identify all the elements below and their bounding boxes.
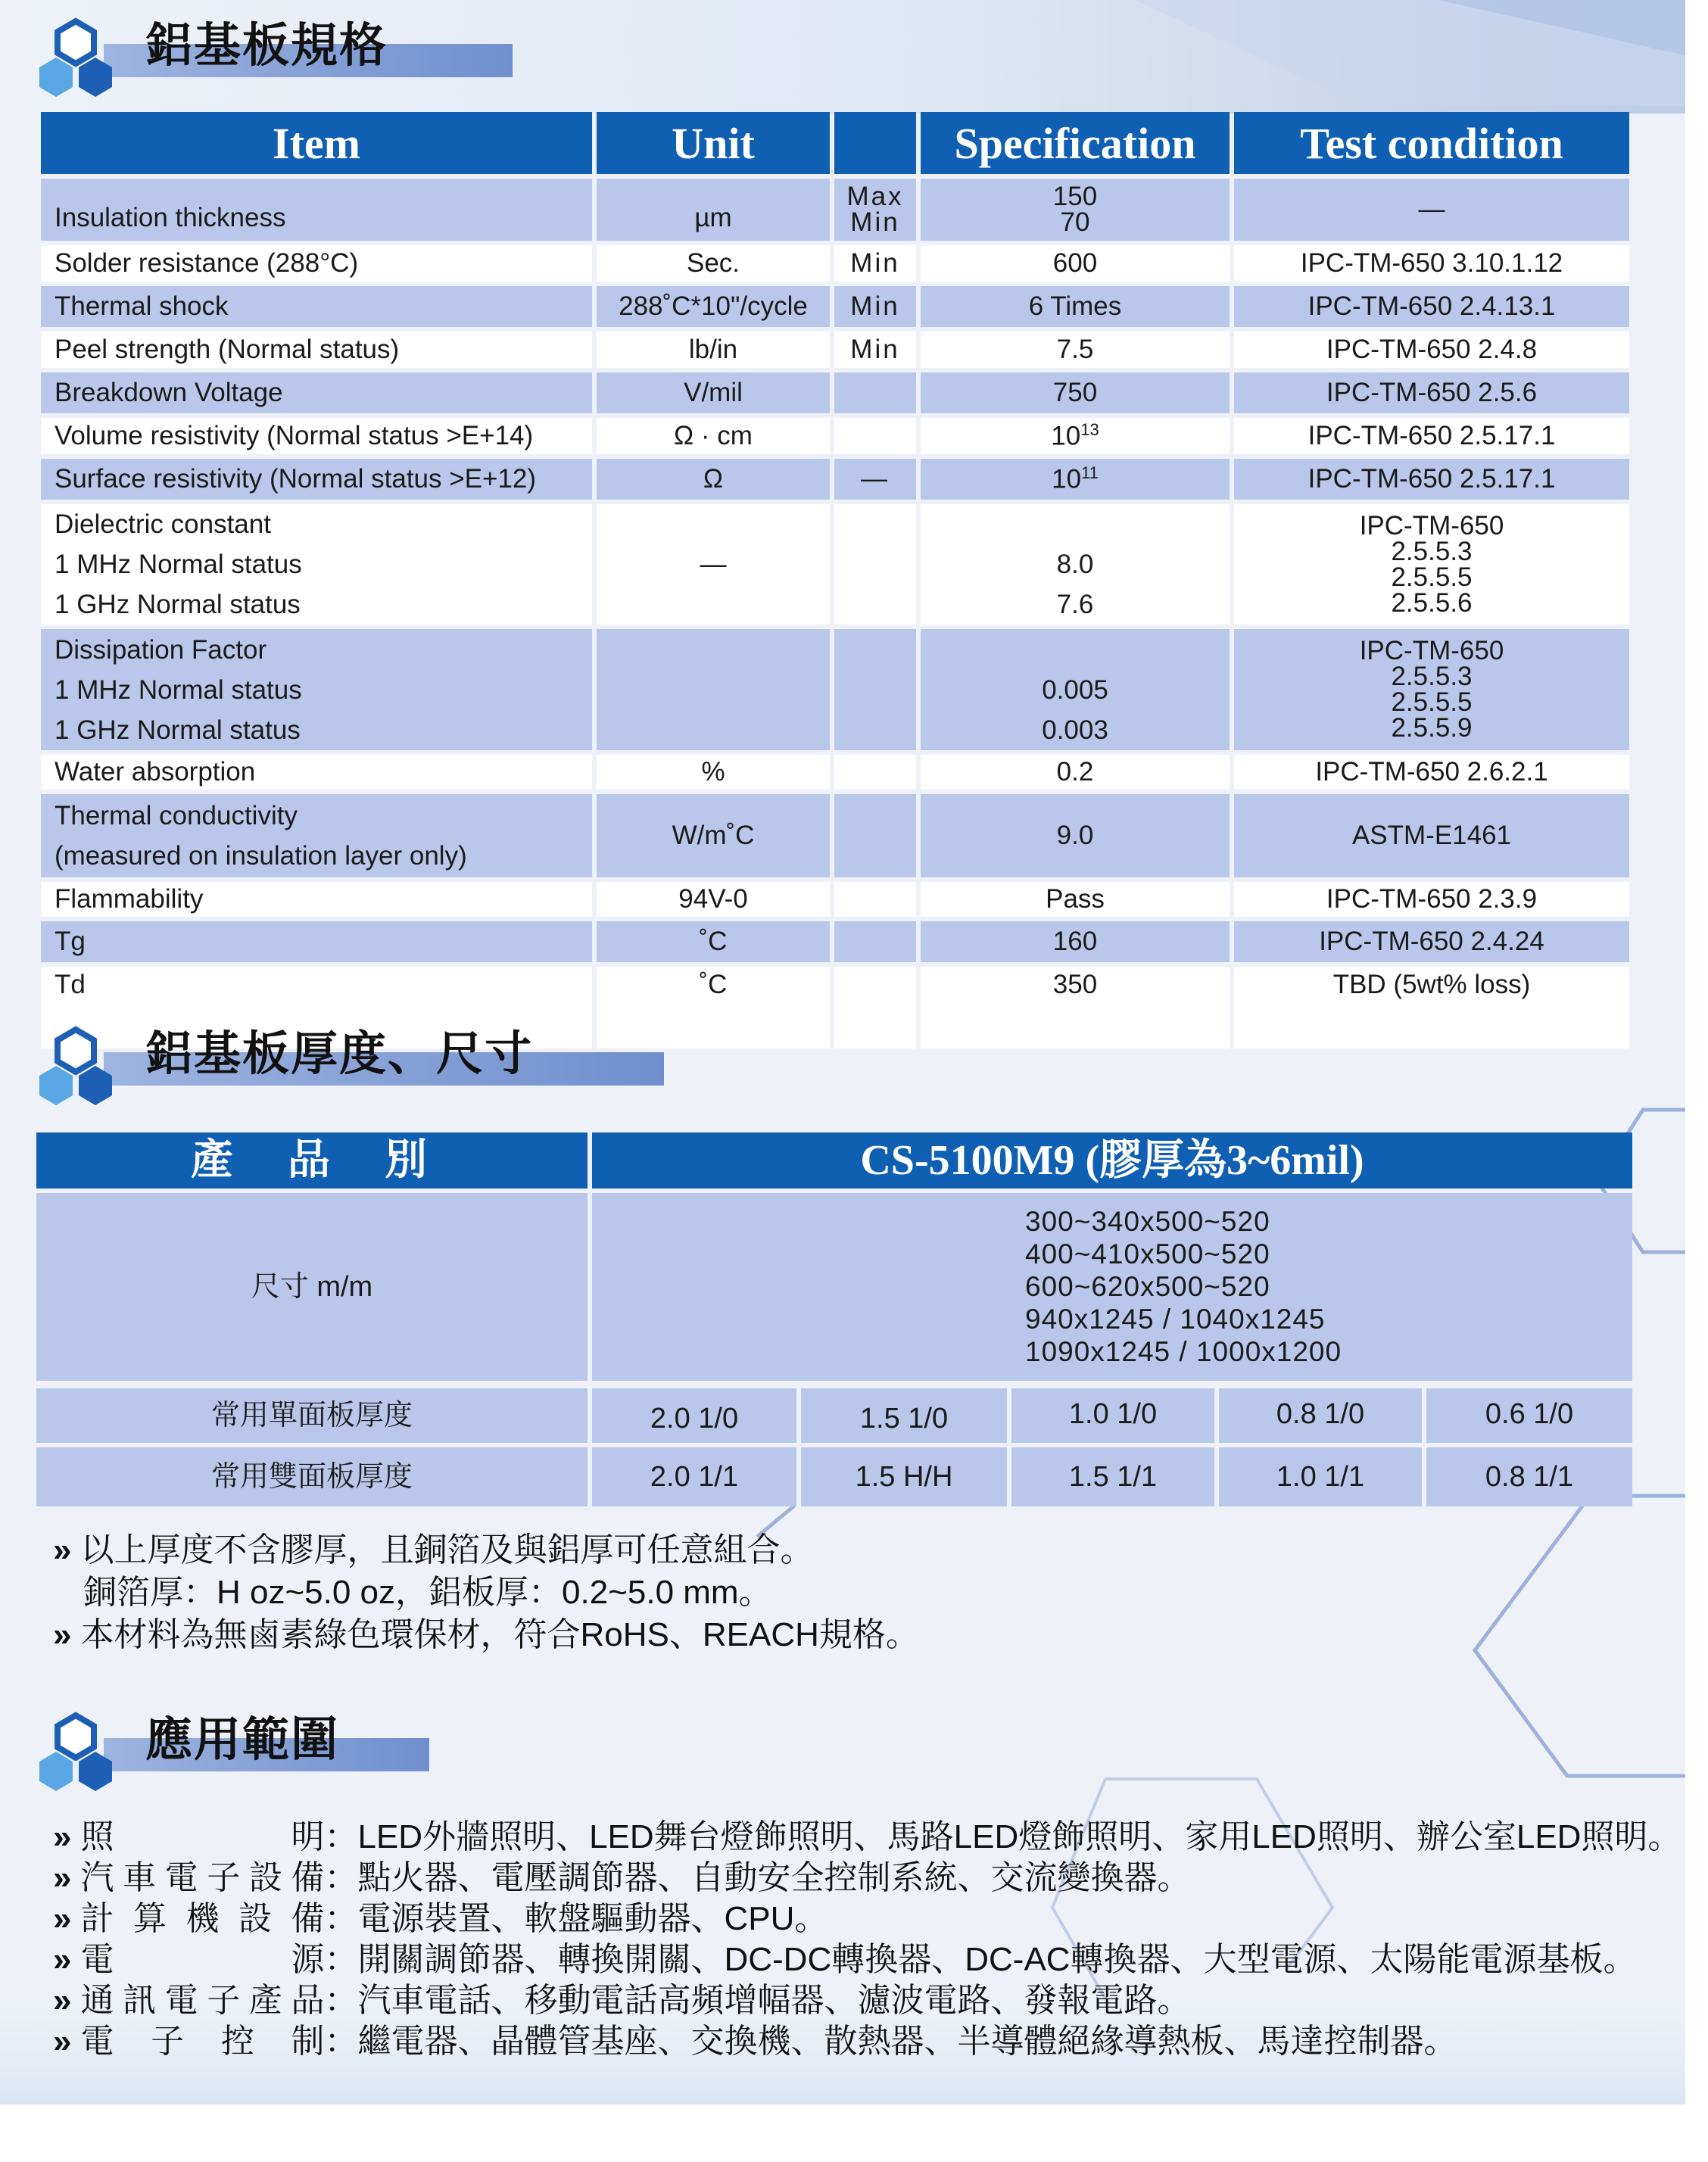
spec-1ghz: 7.6: [1056, 590, 1094, 619]
spec-1ghz: 0.003: [1042, 715, 1108, 745]
single-thickness: 2.0 1/0: [592, 1388, 796, 1443]
hexagon-logo-icon: [32, 1709, 130, 1808]
header-unit: Unit: [597, 112, 830, 174]
single-thickness: 1.0 1/0: [1011, 1388, 1214, 1443]
single-thickness: 1.5 1/0: [801, 1388, 1007, 1443]
header-item: Item: [41, 112, 592, 174]
cell-unit: Sec.: [597, 245, 830, 282]
list-item: [53, 1939, 1681, 1980]
cell-test: IPC-TM-650 2.6.2.1: [1234, 755, 1629, 790]
application-text: ：LED外牆照明、LED舞台燈飾照明、馬路LED燈飾照明、家用LED照明、辦公室LED照明。: [324, 1818, 1682, 1855]
cell-unit: V/mil: [597, 372, 830, 413]
cell-test: IPC-TM-650 2.3.9: [1234, 882, 1629, 917]
spec-max: 150: [1052, 182, 1098, 211]
cell-spec: [921, 418, 1230, 454]
spec-1mhz: 0.005: [1042, 674, 1108, 705]
section-heading-size: [32, 1023, 637, 1122]
notes-block: [53, 1529, 919, 1656]
table-row: [41, 882, 1629, 917]
cell-limit: [834, 418, 916, 454]
item-sub: 1 GHz Normal status: [55, 715, 301, 745]
item-label: Thermal conductivity: [55, 801, 298, 830]
cell-limit: [834, 179, 916, 241]
test-clause: 2.5.5.9: [1391, 713, 1473, 743]
table-row: [41, 286, 1629, 327]
cell-item: Water absorption: [41, 755, 592, 790]
table-row: [41, 794, 1629, 877]
hexagon-logo-icon: [32, 15, 130, 114]
application-text: ：繼電器、晶體管基座、交換機、散熱器、半導體絕緣導熱板、馬達控制器。: [324, 2023, 1457, 2060]
size-value: 1090x1245 / 1000x1200: [1025, 1336, 1342, 1367]
section-title: 鋁基板厚度、尺寸: [145, 1026, 534, 1081]
cell-spec: 0.2: [921, 755, 1230, 790]
size-list: [592, 1193, 1632, 1381]
spec-1mhz: 8.0: [1056, 550, 1094, 579]
cell-spec: Pass: [921, 882, 1230, 917]
list-item: [53, 1980, 1681, 2021]
cell-item: Surface resistivity (Normal status >E+12): [41, 459, 592, 500]
cell-unit: µm: [597, 179, 830, 241]
spec-base: 10: [1052, 464, 1082, 494]
cell-spec: 750: [921, 372, 1230, 413]
double-thickness: 1.5 H/H: [801, 1447, 1007, 1506]
cell-item: [41, 794, 592, 877]
test-clause: 2.5.5.3: [1391, 536, 1473, 566]
cell-limit: [834, 504, 916, 625]
cell-limit: —: [834, 459, 916, 500]
specification-table: [36, 112, 1634, 1048]
application-category: 電源: [80, 1941, 325, 1978]
header-product: 產 品 別: [36, 1132, 588, 1188]
application-category: 計算機設備: [80, 1900, 325, 1937]
size-label: 尺寸 m/m: [36, 1193, 588, 1381]
section-heading-spec: [32, 15, 637, 114]
section-title: 應用範圍: [145, 1712, 340, 1767]
cell-item: Tg: [41, 921, 592, 962]
cell-item: Breakdown Voltage: [41, 372, 592, 413]
cell-unit: Ω · cm: [597, 418, 830, 454]
note-line: [53, 1529, 919, 1572]
table-header-row: [41, 112, 1629, 174]
note-text: 銅箔厚：H oz~5.0 oz，鋁板厚：0.2~5.0 mm。: [83, 1574, 772, 1611]
size-value: 600~620x500~520: [1025, 1271, 1270, 1302]
note-text: 以上厚度不含膠厚，且銅箔及與鋁厚可任意組合。: [80, 1531, 814, 1569]
cell-item: Flammability: [41, 882, 592, 917]
double-thickness: 1.0 1/1: [1219, 1447, 1422, 1506]
cell-limit: [834, 882, 916, 917]
application-category: 通訊電子產品: [80, 1982, 325, 2019]
application-text: ：點火器、電壓調節器、自動安全控制系統、交流變換器。: [324, 1859, 1191, 1896]
header-limit: [834, 112, 916, 174]
spec-base: 10: [1051, 421, 1081, 451]
applications-list: [53, 1817, 1681, 2062]
cell-unit: [597, 629, 830, 750]
cell-item: [41, 629, 592, 750]
cell-spec: 600: [921, 245, 1230, 282]
cell-limit: [834, 755, 916, 790]
application-text: ：開關調節器、轉換開關、DC-DC轉換器、DC-AC轉換器、大型電源、太陽能電源基板。: [324, 1941, 1637, 1978]
note-text: 本材料為無鹵素綠色環保材，符合RoHS、REACH規格。: [80, 1616, 919, 1653]
cell-spec: [921, 504, 1230, 625]
cell-test: [1234, 504, 1629, 625]
cell-test: —: [1234, 179, 1629, 241]
cell-spec: 9.0: [921, 794, 1230, 877]
cell-limit: [834, 921, 916, 962]
table-row: [41, 629, 1629, 750]
cell-test: IPC-TM-650 3.10.1.12: [1234, 245, 1629, 282]
cell-item: Td: [41, 967, 592, 1048]
cell-spec: 350: [921, 967, 1230, 1048]
section-title: 鋁基板規格: [145, 17, 388, 73]
cell-item: Insulation thickness: [41, 179, 592, 241]
header-model: CS-5100M9 (膠厚為3~6mil): [592, 1132, 1632, 1188]
cell-spec: 7.5: [921, 332, 1230, 368]
cell-test: TBD (5wt% loss): [1234, 967, 1629, 1048]
cell-limit: [834, 967, 916, 1048]
bullet-marker: »: [53, 1531, 72, 1569]
cell-test: IPC-TM-650 2.5.6: [1234, 372, 1629, 413]
item-label: Dissipation Factor: [55, 634, 267, 665]
cell-item: Peel strength (Normal status): [41, 332, 592, 368]
cell-unit: ˚C: [597, 921, 830, 962]
size-value: 400~410x500~520: [1025, 1238, 1270, 1269]
double-side-label: 常用雙面板厚度: [36, 1447, 588, 1506]
test-standard: IPC-TM-650: [1359, 510, 1504, 540]
application-category: 電子控制: [80, 2023, 325, 2060]
cell-unit: lb/in: [597, 332, 830, 368]
table-row: [41, 459, 1629, 500]
note-line: [53, 1614, 919, 1656]
double-thickness: 1.5 1/1: [1011, 1447, 1214, 1506]
application-category: 汽車電子設備: [80, 1859, 325, 1896]
bullet-marker: »: [53, 1982, 72, 2019]
hexagon-logo-icon: [32, 1023, 130, 1122]
size-value: 300~340x500~520: [1025, 1206, 1270, 1237]
test-clause: 2.5.5.3: [1391, 662, 1473, 691]
single-side-label: 常用單面板厚度: [36, 1388, 588, 1443]
cell-item: [41, 504, 592, 625]
cell-spec: 6 Times: [921, 286, 1230, 327]
cell-spec: 160: [921, 921, 1230, 962]
size-value: 940x1245 / 1040x1245: [1025, 1304, 1326, 1335]
bullet-marker: »: [53, 1900, 72, 1937]
cell-unit: Ω: [597, 459, 830, 500]
cell-unit: —: [597, 504, 830, 625]
table-row: [41, 332, 1629, 368]
cell-item: Volume resistivity (Normal status >E+14): [41, 418, 592, 454]
double-thickness: 0.8 1/1: [1426, 1447, 1632, 1506]
test-clause: 2.5.5.5: [1391, 562, 1473, 592]
cell-test: IPC-TM-650 2.5.17.1: [1234, 459, 1629, 500]
cell-unit: ˚C: [597, 967, 830, 1048]
single-thickness: 0.8 1/0: [1219, 1388, 1422, 1443]
item-sub: (measured on insulation layer only): [55, 841, 467, 871]
spec-min: 70: [1060, 207, 1090, 237]
bullet-marker: »: [53, 1859, 72, 1896]
cell-test: ASTM-E1461: [1234, 794, 1629, 877]
table-row: [41, 179, 1629, 241]
table-row: [41, 504, 1629, 625]
limit-min: Min: [850, 207, 900, 237]
cell-limit: [834, 372, 916, 413]
table-row: [41, 921, 1629, 962]
limit-max: Max: [846, 182, 904, 211]
cell-test: [1234, 629, 1629, 750]
bullet-marker: »: [53, 2023, 72, 2060]
cell-limit: Min: [834, 245, 916, 282]
cell-limit: Min: [834, 286, 916, 327]
list-item: [53, 2021, 1681, 2062]
table-row: [41, 372, 1629, 413]
cell-limit: [834, 629, 916, 750]
list-item: [53, 1817, 1681, 1858]
spec-exponent: 13: [1080, 420, 1099, 440]
cell-test: IPC-TM-650 2.4.8: [1234, 332, 1629, 368]
cell-test: IPC-TM-650 2.4.13.1: [1234, 286, 1629, 327]
cell-limit: Min: [834, 332, 916, 368]
bullet-marker: »: [53, 1941, 72, 1978]
single-thickness: 0.6 1/0: [1426, 1388, 1632, 1443]
cell-spec: [921, 459, 1230, 500]
table-row: [41, 755, 1629, 790]
item-sub: 1 MHz Normal status: [55, 674, 302, 705]
bullet-marker: »: [53, 1818, 72, 1855]
table-row: [41, 245, 1629, 282]
header-specification: Specification: [921, 112, 1230, 174]
cell-unit: %: [597, 755, 830, 790]
test-clause: 2.5.5.5: [1391, 687, 1473, 717]
item-sub: 1 GHz Normal status: [55, 590, 301, 619]
cell-spec: [921, 629, 1230, 750]
item-label: Dielectric constant: [55, 509, 271, 539]
note-line: [53, 1572, 919, 1614]
test-standard: IPC-TM-650: [1359, 636, 1504, 665]
header-test-condition: Test condition: [1234, 112, 1629, 174]
list-item: [53, 1899, 1681, 1939]
application-text: ：汽車電話、移動電話高頻增幅器、濾波電路、發報電路。: [324, 1982, 1191, 2019]
bullet-marker: »: [53, 1616, 72, 1653]
list-item: [53, 1858, 1681, 1899]
cell-test: IPC-TM-650 2.4.24: [1234, 921, 1629, 962]
double-thickness: 2.0 1/1: [592, 1447, 796, 1506]
table-row: [41, 418, 1629, 454]
item-sub: 1 MHz Normal status: [55, 550, 302, 579]
application-text: ：電源裝置、軟盤驅動器、CPU。: [324, 1900, 828, 1937]
cell-unit: 288˚C*10"/cycle: [597, 286, 830, 327]
cell-test: IPC-TM-650 2.5.17.1: [1234, 418, 1629, 454]
spec-exponent: 11: [1081, 463, 1099, 483]
application-category: 照明: [80, 1818, 325, 1855]
cell-spec: [921, 179, 1230, 241]
cell-limit: [834, 794, 916, 877]
test-clause: 2.5.5.6: [1391, 587, 1473, 618]
cell-item: Solder resistance (288°C): [41, 245, 592, 282]
cell-unit: W/m˚C: [597, 794, 830, 877]
cell-item: Thermal shock: [41, 286, 592, 327]
section-heading-applications: [32, 1709, 637, 1808]
cell-unit: 94V-0: [597, 882, 830, 917]
